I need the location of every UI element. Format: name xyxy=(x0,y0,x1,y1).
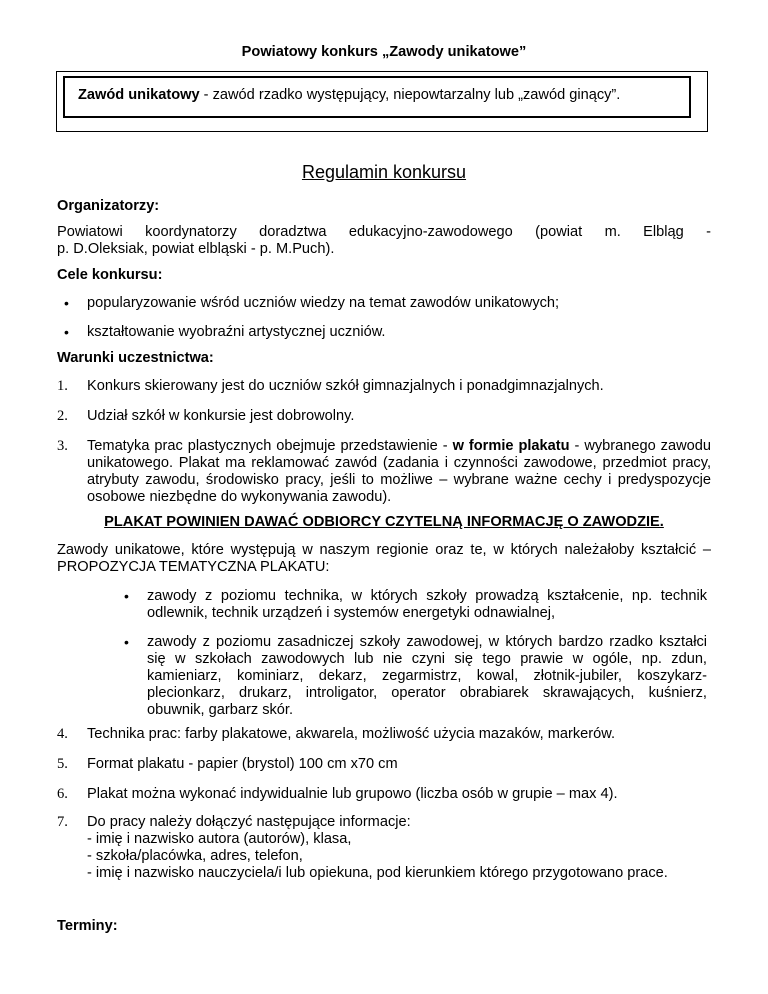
goal-text: kształtowanie wyobraźni artystycznej uczniów. xyxy=(87,324,386,340)
condition-item-3 xyxy=(57,438,711,506)
condition-text-line: Do pracy należy dołączyć następujące informacje: xyxy=(87,814,411,830)
definition-text: - zawód rzadko występujący, niepowtarzalny lub „zawód ginący”. xyxy=(199,87,621,103)
conditions-heading: Warunki uczestnictwa: xyxy=(57,350,214,366)
item-number: 5. xyxy=(57,756,68,772)
proposal-item-text: zawody z poziomu zasadniczej szkoły zawodowej, w których bardzo rzadko kształci się w szkołach zawodowych lub nie czyni się tego prawie w ogóle, np. zdun, kamieniarz, kominiarz, dekarz, zegarmistrz, kowal, złotnik-jubiler, koszykarz-plecionkarz, drukarz, introligator, operator obrabiarek skrawających, kuśnierz, obuwnik, garbarz skór. xyxy=(147,634,707,718)
condition-text-line: - imię i nazwisko autora (autorów), klasa, xyxy=(87,831,352,847)
condition-text: Format plakatu - papier (brystol) 100 cm x70 cm xyxy=(87,756,398,772)
goal-text: popularyzowanie wśród uczniów wiedzy na temat zawodów unikatowych; xyxy=(87,295,560,311)
organizers-line-1: Powiatowi koordynatorzy doradztwa edukacyjno-zawodowego (powiat m. Elbląg - xyxy=(57,224,711,240)
condition-text: Tematyka prac plastycznych obejmuje przedstawienie - xyxy=(87,438,453,454)
regulations-subtitle: Regulamin konkursu xyxy=(301,162,467,182)
condition-text: Plakat można wykonać indywidualnie lub grupowo (liczba osób w grupie – max 4). xyxy=(87,786,618,802)
condition-text: Udział szkół w konkursie jest dobrowolny. xyxy=(87,408,355,424)
condition-item-4 xyxy=(57,726,711,743)
condition-item-1 xyxy=(57,378,711,395)
item-number: 4. xyxy=(57,726,68,742)
condition-text-line: - imię i nazwisko nauczyciela/i lub opiekuna, pod kierunkiem którego przygotowano prace. xyxy=(87,865,668,881)
goal-item xyxy=(64,295,707,312)
item-number: 2. xyxy=(57,408,68,424)
definition-term: Zawód unikatowy xyxy=(78,87,200,103)
goal-item xyxy=(64,324,707,341)
proposal-item xyxy=(124,588,707,622)
condition-text-line: - szkoła/placówka, adres, telefon, xyxy=(87,848,303,864)
poster-notice: PLAKAT POWINIEN DAWAĆ ODBIORCY CZYTELNĄ INFORMACJĘ O ZAWODZIE. xyxy=(104,514,664,530)
condition-item-7 xyxy=(57,814,711,882)
condition-emphasis: w formie plakatu xyxy=(452,438,570,454)
item-number: 6. xyxy=(57,786,68,802)
proposal-item-text: zawody z poziomu technika, w których szkoły prowadzą kształcenie, np. technik odlewnik, technik urządzeń i systemów energetyki odnawialnej, xyxy=(147,588,707,621)
condition-item-2 xyxy=(57,408,711,425)
bullet-icon: • xyxy=(64,324,69,340)
condition-text-cont: - wybranego zawodu unikatowego. Plakat ma reklamować zawód (zadania i czynności zawodowe, przedmiot pracy, atrybuty zawodu, środowisko pracy, jeśli to możliwe – wybrane ważne cechy i predyspozycje osobowe niezbędne do wykonywania zawodu). xyxy=(87,438,711,505)
organizers-line-2: p. D.Oleksiak, powiat elbląski - p. M.Puch). xyxy=(57,241,335,257)
condition-item-5 xyxy=(57,756,711,773)
condition-text: Technika prac: farby plakatowe, akwarela, możliwość użycia mazaków, markerów. xyxy=(87,726,616,742)
condition-item-6 xyxy=(57,786,711,803)
item-number: 1. xyxy=(57,378,68,394)
organizers-heading: Organizatorzy: xyxy=(57,198,160,214)
definition-box xyxy=(63,76,691,118)
deadlines-heading: Terminy: xyxy=(57,918,118,934)
goals-heading: Cele konkursu: xyxy=(57,267,163,283)
bullet-icon: • xyxy=(124,588,129,604)
proposal-text: Zawody unikatowe, które występują w naszym regionie oraz te, w których należałoby kształcić – PROPOZYCJA TEMATYCZNA PLAKATU: xyxy=(57,542,711,575)
condition-text: Konkurs skierowany jest do uczniów szkół gimnazjalnych i ponadgimnazjalnych. xyxy=(87,378,604,394)
proposal-item xyxy=(124,634,707,719)
document-title: Powiatowy konkurs „Zawody unikatowe” xyxy=(241,44,527,60)
item-number: 3. xyxy=(57,438,68,454)
bullet-icon: • xyxy=(64,295,69,311)
item-number: 7. xyxy=(57,814,68,830)
bullet-icon: • xyxy=(124,634,129,650)
